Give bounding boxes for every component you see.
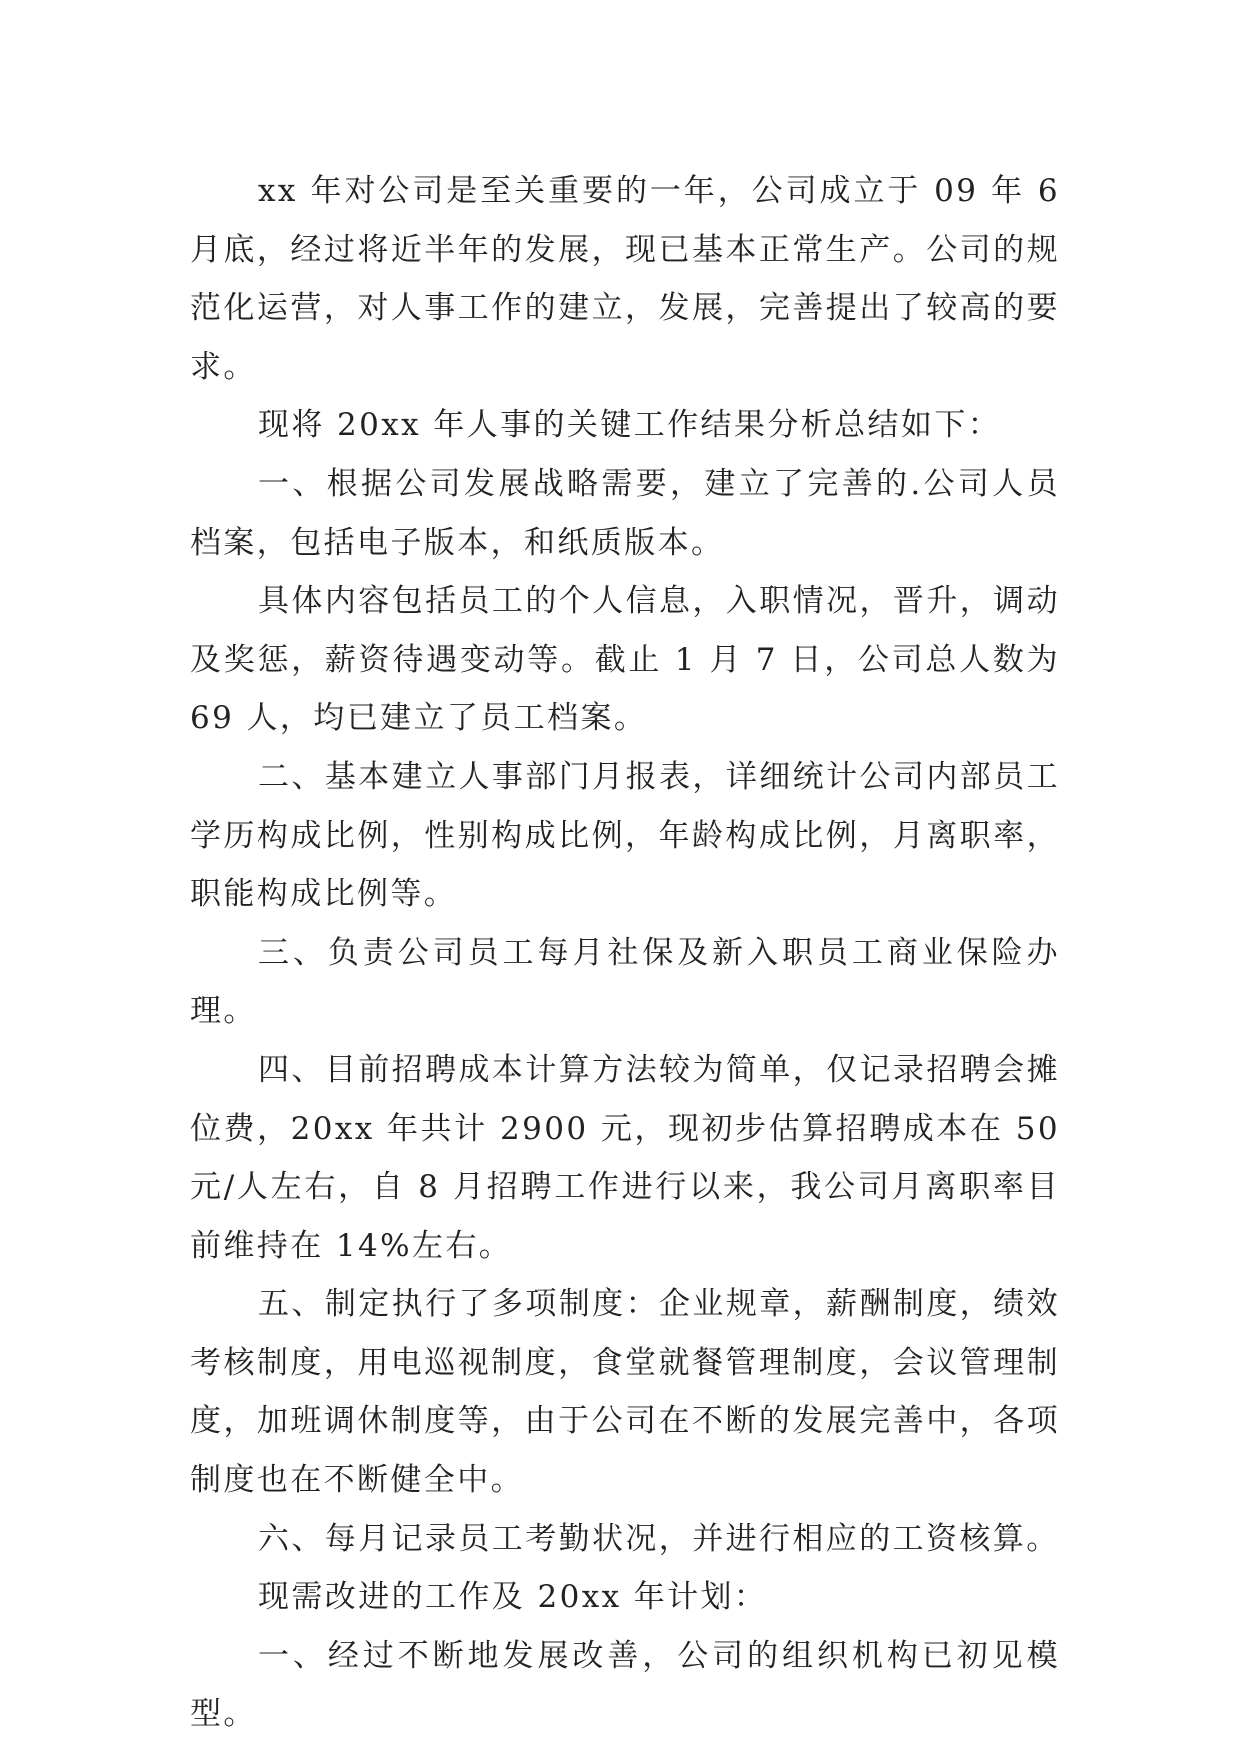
paragraph-item-1-detail: 具体内容包括员工的个人信息，入职情况，晋升，调动及奖惩，薪资待遇变动等。截止 1 月 7 日，公司总人数为 69 人，均已建立了员工档案。 bbox=[190, 583, 1060, 737]
paragraph-summary-lead: 现将 20xx 年人事的关键工作结果分析总结如下： bbox=[258, 407, 1002, 444]
paragraph-item-5: 五、制定执行了多项制度：企业规章，薪酬制度，绩效考核制度，用电巡视制度，食堂就餐管理制度，会议管理制度，加班调休制度等，由于公司在不断的发展完善中，各项制度也在不断健全中。 bbox=[190, 1286, 1060, 1499]
paragraph-item-2: 二、基本建立人事部门月报表，详细统计公司内部员工学历构成比例，性别构成比例，年龄构成比例，月离职率，职能构成比例等。 bbox=[190, 758, 1060, 913]
document-body bbox=[190, 162, 1060, 1744]
paragraph-intro: xx 年对公司是至关重要的一年，公司成立于 09 年 6 月底，经过将近半年的发展，现已基本正常生产。公司的规范化运营，对人事工作的建立，发展，完善提出了较高的要求。 bbox=[190, 173, 1060, 385]
paragraph-item-6: 六、每月记录员工考勤状况，并进行相应的工资核算。 bbox=[258, 1520, 1060, 1557]
paragraph-item-1: 一、根据公司发展战略需要，建立了完善的.公司人员档案，包括电子版本，和纸质版本。 bbox=[190, 465, 1060, 561]
paragraph-plan-item-1: 一、经过不断地发展改善，公司的组织机构已初见模型。 bbox=[190, 1637, 1060, 1733]
paragraph-item-3: 三、负责公司员工每月社保及新入职员工商业保险办理。 bbox=[190, 934, 1060, 1030]
paragraph-item-4: 四、目前招聘成本计算方法较为简单，仅记录招聘会摊位费，20xx 年共计 2900 元，现初步估算招聘成本在 50 元/人左右，自 8 月招聘工作进行以来，我公司月离职率目前维持在 14%左右。 bbox=[190, 1051, 1060, 1264]
paragraph-plan-lead: 现需改进的工作及 20xx 年计划： bbox=[258, 1579, 768, 1616]
